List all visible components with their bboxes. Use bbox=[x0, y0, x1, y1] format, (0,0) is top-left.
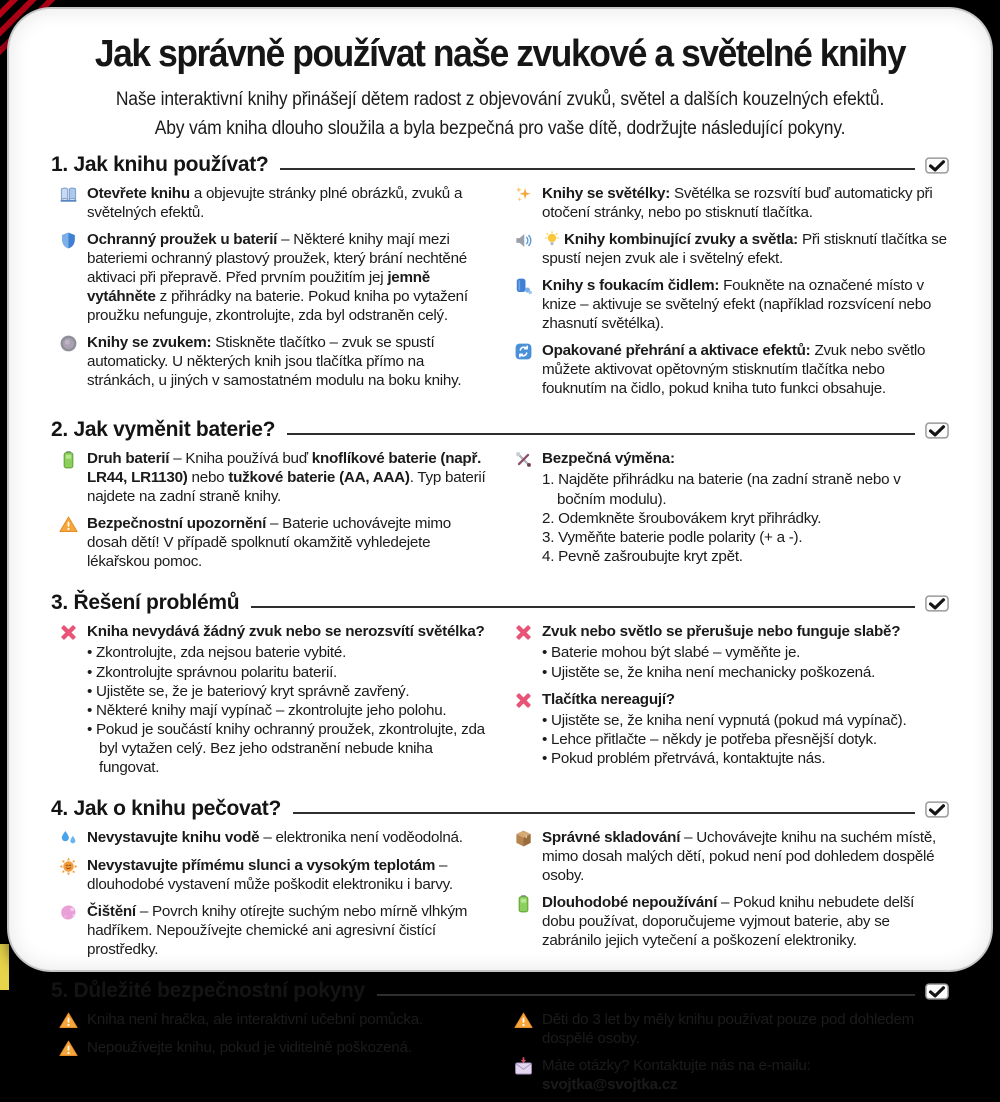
water-drops-icon bbox=[59, 829, 78, 848]
repeat-icon bbox=[514, 342, 533, 361]
item-text: Bezpečnostní upozornění – Baterie uchovávejte mimo dosah dětí! V případě spolknutí okamžitě vyhledejete lékařskou pomoc. bbox=[87, 515, 451, 571]
item-text: Knihy se světélky: Světélka se rozsvítí buď automaticky při otočení stránky, nebo po stisknutí tlačítka. bbox=[542, 185, 933, 222]
bullet: • Pokud problém přetrvává, kontaktujte nás. bbox=[542, 749, 906, 768]
checkmark-icon bbox=[925, 801, 949, 818]
section-heading bbox=[51, 591, 949, 615]
item-text: Zvuk nebo světlo se přerušuje nebo funguje slabě? • Baterie mohou být slabé – vyměňte je. • Ujistěte se, že kniha není mechanicky poškozená. bbox=[542, 622, 900, 681]
step: 2. Odemkněte šroubovákem kryt přihrádky. bbox=[542, 509, 822, 527]
list-item bbox=[59, 856, 494, 894]
open-book-icon bbox=[59, 185, 78, 204]
battery-icon bbox=[59, 450, 78, 469]
list-item bbox=[59, 230, 494, 325]
sun-icon bbox=[59, 857, 78, 876]
shield-icon bbox=[59, 231, 78, 250]
divider bbox=[377, 994, 915, 996]
item-text: Kniha nevydává žádný zvuk nebo se nerozsvítí světélka? • Zkontrolujte, zda nejsou baterie vybité. • Zkontrolujte správnou polaritu baterií. • Ujistěte se, že je bateriový kryt správně zavřený. • Některé knihy mají vypínač – zkontrolujte jeho polohu. • Pokud je součástí knihy ochranný proužek, zkontrolujte, zda byl vytažen celý. Bez jeho odstranění nebude kniha fungovat. bbox=[87, 622, 494, 777]
section-heading bbox=[51, 797, 949, 821]
bullet-list bbox=[87, 643, 494, 777]
section-care bbox=[51, 797, 949, 967]
button-icon bbox=[59, 334, 78, 353]
checkmark-icon bbox=[925, 983, 949, 1000]
list-item bbox=[514, 184, 949, 222]
list-item bbox=[514, 828, 949, 885]
intro-line: Naše interaktivní knihy přinášejí dětem radost z objevování zvuků, světel a dalších kouzelných efektů. bbox=[115, 89, 885, 110]
tools-icon bbox=[514, 450, 533, 469]
bullet: • Ujistěte se, že kniha není mechanicky poškozená. bbox=[542, 663, 900, 682]
item-text: Nevystavujte přímému slunci a vysokým teplotám – dlouhodobé vystavení může poškodit elektroniku i barvy. bbox=[87, 857, 453, 894]
list-item bbox=[514, 622, 949, 681]
item-text: Nepoužívejte knihu, pokud je viditelně poškozená. bbox=[87, 1039, 412, 1057]
list-item bbox=[514, 893, 949, 950]
item-text: Kniha není hračka, ale interaktivní učební pomůcka. bbox=[87, 1011, 423, 1029]
divider bbox=[287, 433, 915, 435]
list-item bbox=[59, 184, 494, 222]
item-text: Otevřete knihu a objevujte stránky plné obrázků, zvuků a světelných efektů. bbox=[87, 185, 463, 222]
bullet: • Zkontrolujte správnou polaritu baterií. bbox=[87, 663, 494, 682]
warning-icon bbox=[59, 515, 78, 534]
section-title: 2. Jak vyměnit baterie? bbox=[51, 418, 276, 442]
divider bbox=[251, 606, 915, 608]
intro-line: Aby vám kniha dlouho sloužila a byla bezpečná pro vaše dítě, dodržujte následující pokyny. bbox=[154, 117, 846, 139]
list-item bbox=[514, 276, 949, 333]
list-item bbox=[59, 449, 494, 506]
bullet: • Pokud je součástí knihy ochranný proužek, zkontrolujte, zda byl vytažen celý. Bez jeho odstranění nebude kniha fungovat. bbox=[87, 720, 494, 777]
list-item bbox=[514, 230, 949, 268]
section-heading bbox=[51, 979, 949, 1003]
item-text: Děti do 3 let by měly knihu používat pouze pod dohledem dospělé osoby. bbox=[542, 1011, 915, 1048]
item-text: Správné skladování – Uchovávejte knihu na suchém místě, mimo dosah malých dětí, pokud není pod dohledem dospělé osoby. bbox=[542, 829, 936, 885]
warning-icon bbox=[59, 1039, 78, 1058]
sponge-icon bbox=[59, 903, 78, 922]
bullet-list bbox=[542, 643, 900, 681]
section-batteries bbox=[51, 418, 949, 579]
battery-icon bbox=[514, 894, 533, 913]
section-troubleshooting bbox=[51, 591, 949, 785]
bullet: • Zkontrolujte, zda nejsou baterie vybité. bbox=[87, 643, 494, 662]
sparkles-icon bbox=[514, 185, 533, 204]
list-item bbox=[59, 333, 494, 390]
lightbulb-icon bbox=[544, 231, 560, 247]
bullet-list bbox=[542, 711, 906, 768]
yellow-page-sliver bbox=[0, 944, 9, 990]
contact-email: svojtka@svojtka.cz bbox=[542, 1076, 678, 1094]
page-title: Jak správně používat naše zvukové a světelné knihy bbox=[94, 33, 906, 75]
item-text: Druh baterií – Kniha používá buď knoflíkové baterie (např. LR44, LR1130) nebo tužkové baterie (AA, AAA). Typ baterií najdete na zadní straně knihy. bbox=[87, 450, 486, 506]
bullet: • Baterie mohou být slabé – vyměňte je. bbox=[542, 643, 900, 662]
warning-icon bbox=[59, 1011, 78, 1030]
item-text: Dlouhodobé nepoužívání – Pokud knihu nebudete delší dobu používat, doporučujeme vyjmout baterie, aby se zabránilo jejich vytečení a poškození elektroniky. bbox=[542, 894, 915, 950]
step: 1. Najděte přihrádku na baterie (na zadní straně nebo v bočním modulu). bbox=[542, 471, 901, 508]
list-item bbox=[59, 1038, 494, 1058]
list-item bbox=[59, 622, 494, 777]
item-text: Čištění – Povrch knihy otírejte suchým nebo mírně vlhkým hadříkem. Nepoužívejte chemické ani agresivní čistící prostředky. bbox=[87, 903, 468, 959]
divider bbox=[280, 168, 915, 170]
item-text: Bezpečná výměna: 1. Najděte přihrádku na baterie (na zadní straně nebo v bočním modulu). 2. Odemkněte šroubovákem kryt přihrádky. 3. Vyměňte baterie podle polarity (+ a -). 4. Pevně zašroubujte kryt zpět. bbox=[542, 449, 949, 566]
section-safety bbox=[51, 979, 949, 1102]
checkmark-icon bbox=[925, 595, 949, 612]
section-heading bbox=[51, 153, 949, 177]
list-item bbox=[514, 1010, 949, 1048]
item-text: Knihy s foukacím čidlem: Foukněte na označené místo v knize – aktivuje se světelný efekt (například rozsvícení nebo zhasnutí světélka). bbox=[542, 277, 932, 333]
cross-icon bbox=[59, 623, 78, 642]
intro-text bbox=[51, 88, 949, 141]
item-text: Máte otázky? Kontaktujte nás na e-mailu: svojtka@svojtka.cz bbox=[542, 1057, 811, 1094]
item-text: Ochranný proužek u baterií – Některé knihy mají mezi bateriemi ochranný plastový proužek, který brání nechtěné aktivaci při přepravě. Před prvním použitím jej jemně vytáhněte z přihrádky na baterie. Pokud kniha po vytažení proužku nefunguje, zkontrolujte, zda byl odstraněn celý. bbox=[87, 231, 468, 325]
speaker-icon bbox=[514, 231, 533, 250]
bullet: • Ujistěte se, že je bateriový kryt správně zavřený. bbox=[87, 682, 494, 701]
bullet: • Některé knihy mají vypínač – zkontrolujte jeho polohu. bbox=[87, 701, 494, 720]
section-heading bbox=[51, 418, 949, 442]
section-title: 3. Řešení problémů bbox=[51, 591, 240, 615]
checkmark-icon bbox=[925, 422, 949, 439]
bullet: • Ujistěte se, že kniha není vypnutá (pokud má vypínač). bbox=[542, 711, 906, 730]
bullet: • Lehce přitlačte – někdy je potřeba přesnější dotyk. bbox=[542, 730, 906, 749]
divider bbox=[293, 812, 915, 814]
section-title: 5. Důležité bezpečnostní pokyny bbox=[51, 979, 365, 1003]
cross-icon bbox=[514, 623, 533, 642]
item-text: Knihy se zvukem: Stiskněte tlačítko – zvuk se spustí automaticky. U některých knih jsou tlačítka přímo na stránkách, u jiných v samostatném modulu na boku knihy. bbox=[87, 334, 462, 390]
list-item bbox=[59, 1010, 494, 1030]
section-how-to-use bbox=[51, 153, 949, 406]
instruction-leaflet bbox=[7, 7, 993, 1094]
blowing-icon bbox=[514, 277, 533, 296]
package-icon bbox=[514, 829, 533, 848]
section-title: 4. Jak o knihu pečovat? bbox=[51, 797, 282, 821]
warning-icon bbox=[514, 1011, 533, 1030]
item-text: Nevystavujte knihu vodě – elektronika není voděodolná. bbox=[87, 829, 463, 847]
steps-list bbox=[542, 470, 949, 566]
envelope-icon bbox=[514, 1057, 533, 1076]
item-text: Knihy kombinující zvuky a světla: Při stisknutí tlačítka se spustí nejen zvuk ale i světelný efekt. bbox=[542, 231, 947, 268]
list-item bbox=[59, 828, 494, 848]
step: 4. Pevně zašroubujte kryt zpět. bbox=[542, 547, 743, 565]
list-item bbox=[514, 690, 949, 768]
section-title: 1. Jak knihu používat? bbox=[51, 153, 269, 177]
list-item bbox=[514, 341, 949, 398]
list-item bbox=[514, 449, 949, 566]
list-item bbox=[514, 1056, 949, 1094]
step: 3. Vyměňte baterie podle polarity (+ a -). bbox=[542, 528, 803, 546]
item-text: Tlačítka nereagují? • Ujistěte se, že kniha není vypnutá (pokud má vypínač). • Lehce přitlačte – někdy je potřeba přesnější dotyk. • Pokud problém přetrvává, kontaktujte nás. bbox=[542, 690, 906, 768]
cross-icon bbox=[514, 691, 533, 710]
list-item bbox=[59, 514, 494, 571]
checkmark-icon bbox=[925, 157, 949, 174]
item-text: Opakované přehrání a aktivace efektů: Zvuk nebo světlo můžete aktivovat opětovným stisknutím tlačítka nebo fouknutím na čidlo, pokud kniha tuto funkci obsahuje. bbox=[542, 342, 926, 398]
list-item bbox=[59, 902, 494, 959]
